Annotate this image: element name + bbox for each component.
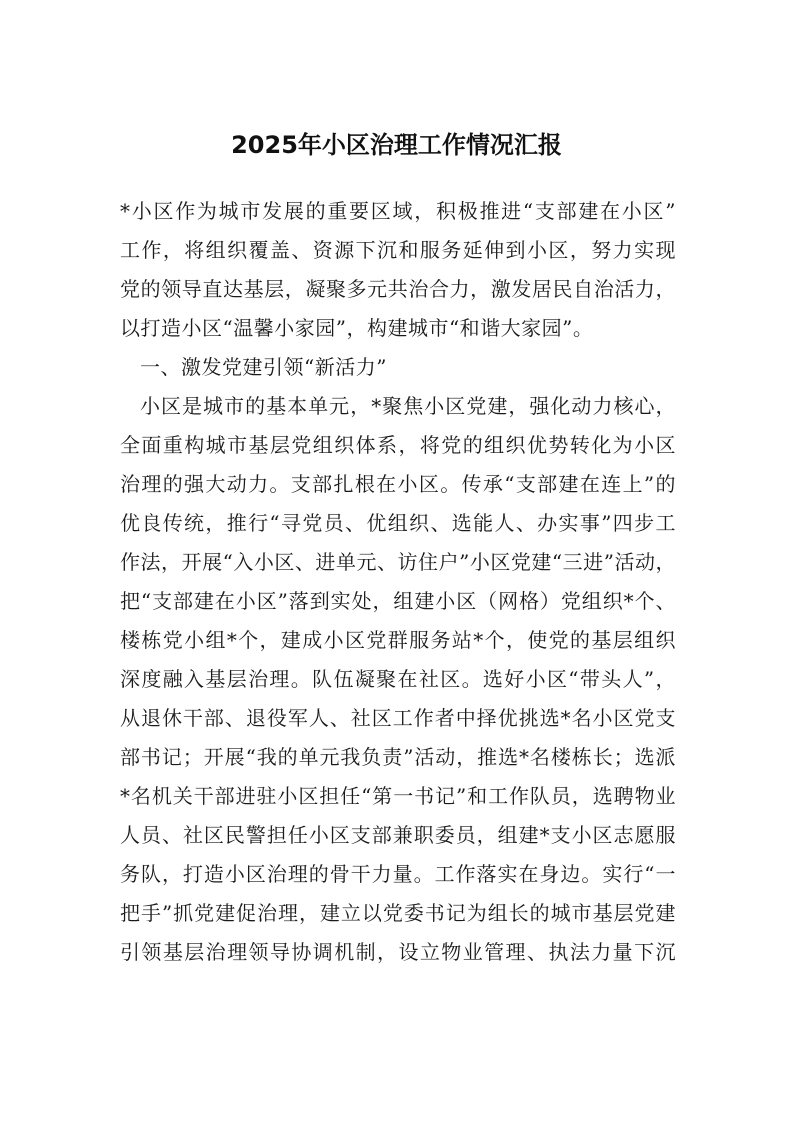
intro-paragraph <box>120 192 676 348</box>
text-line: 深度融入基层治理。队伍凝聚在社区。选好小区“带头人”， <box>120 667 676 691</box>
text-line: 治理的强大动力。支部扎根在小区。传承“支部建在连上”的 <box>120 472 676 496</box>
section-1-paragraph <box>120 387 676 972</box>
text-line: 党的领导直达基层，凝聚多元共治合力，激发居民自治活力， <box>120 277 676 301</box>
section-heading: 一、激发党建引领“新活力” <box>140 355 387 379</box>
text-line: 全面重构城市基层党组织体系，将党的组织优势转化为小区 <box>120 433 676 457</box>
text-line: 楼栋党小组*个，建成小区党群服务站*个，使党的基层组织 <box>120 628 676 652</box>
text-line: 以打造小区“温馨小家园”，构建城市“和谐大家园”。 <box>120 316 594 340</box>
text-line: 人员、社区民警担任小区支部兼职委员，组建*支小区志愿服 <box>120 823 676 847</box>
text-line: 把“支部建在小区”落到实处，组建小区（网格）党组织*个、 <box>120 589 676 613</box>
text-line: *名机关干部进驻小区担任“第一书记”和工作队员，选聘物业 <box>120 784 676 808</box>
text-line: 引领基层治理领导协调机制，设立物业管理、执法力量下沉 <box>120 940 676 964</box>
document-body <box>120 192 676 972</box>
text-line: 把手”抓党建促治理，建立以党委书记为组长的城市基层党建 <box>120 901 676 925</box>
text-line: 从退休干部、退役军人、社区工作者中择优挑选*名小区党支 <box>120 706 676 730</box>
text-line: 工作，将组织覆盖、资源下沉和服务延伸到小区，努力实现 <box>120 238 676 262</box>
text-line: 务队，打造小区治理的骨干力量。工作落实在身边。实行“一 <box>120 862 676 886</box>
text-line: 小区是城市的基本单元，*聚焦小区党建，强化动力核心， <box>140 394 676 418</box>
text-line: 部书记；开展“我的单元我负责”活动，推选*名楼栋长；选派 <box>120 745 676 769</box>
document-title: 2025年小区治理工作情况汇报 <box>231 131 562 159</box>
text-line: 作法，开展“入小区、进单元、访住户”小区党建“三进”活动， <box>120 550 676 574</box>
text-line: *小区作为城市发展的重要区域，积极推进“支部建在小区” <box>120 199 676 223</box>
text-line: 优良传统，推行“寻党员、优组织、选能人、办实事”四步工 <box>120 511 676 535</box>
